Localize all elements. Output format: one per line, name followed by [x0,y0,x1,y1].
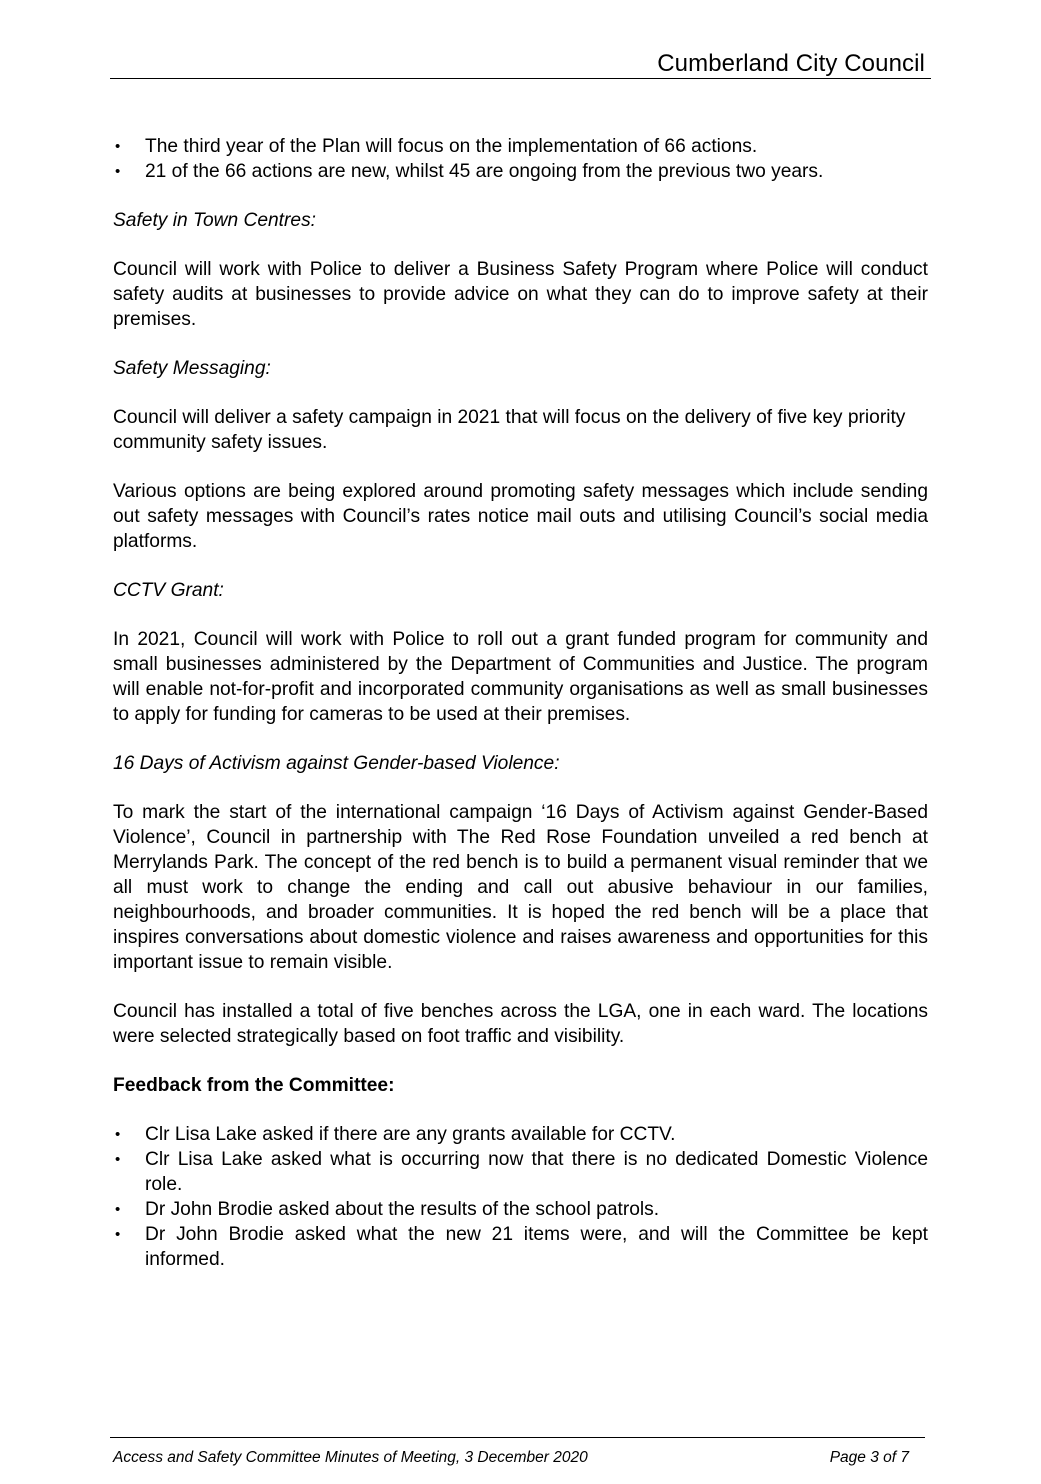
paragraph-town-centres: Council will work with Police to deliver a Business Safety Program where Police will conduct safety audits at businesses to provide advice on what they can do to improve safety at their premises. [113,259,928,330]
list-item: • Dr John Brodie asked what the new 21 items were, and will the Committee be kept informed. [115,1224,928,1270]
bullet-icon: • [115,1226,121,1243]
list-item: • Clr Lisa Lake asked if there are any grants available for CCTV. [115,1124,676,1145]
list-item: • Dr John Brodie asked about the results of the school patrols. [115,1199,660,1220]
paragraph-activism-1: To mark the start of the international campaign ‘16 Days of Activism against Gender-Based Violence’, Council in partnership with The Red Rose Foundation unveiled a red bench at Merrylands Park. The concept of the red bench is to build a permanent visual reminder that we all must work to change the ending and call out abusive behaviour in our families, neighbourhoods, and broader communities. It is hoped the red bench will be a place that inspires conversations about domestic violence and raises awareness and opportunities for this important issue to remain visible. [113,802,928,973]
section-heading-activism: 16 Days of Activism against Gender-based Violence: [113,753,560,774]
page-number: Page 3 of 7 [829,1449,909,1466]
header-divider [110,78,931,79]
list-item: • 21 of the 66 actions are new, whilst 45 are ongoing from the previous two years. [115,161,824,182]
page-body [113,134,928,1296]
bullet-icon: • [115,1151,121,1168]
feedback-bullet-list [113,1122,928,1272]
bullet-icon: • [115,163,121,180]
council-name: Cumberland City Council [657,50,925,77]
section-heading-cctv: CCTV Grant: [113,580,224,601]
bullet-icon: • [115,1126,121,1143]
footer-divider [110,1437,925,1438]
intro-bullet-list [113,134,928,184]
footer-meeting-info: Access and Safety Committee Minutes of Meeting, 3 December 2020 [113,1449,588,1466]
feedback-heading: Feedback from the Committee: [113,1075,395,1096]
section-heading-messaging: Safety Messaging: [113,358,271,379]
list-item: • Clr Lisa Lake asked what is occurring now that there is no dedicated Domestic Violence role. [115,1149,928,1195]
section-heading-town-centres: Safety in Town Centres: [113,210,316,231]
paragraph-cctv: In 2021, Council will work with Police to roll out a grant funded program for community and small businesses administered by the Department of Communities and Justice. The program will enable not-for-profit and incorporated community organisations as well as small businesses to apply for funding for cameras to be used at their premises. [113,629,928,725]
list-item: • The third year of the Plan will focus on the implementation of 66 actions. [115,136,758,157]
bullet-icon: • [115,1201,121,1218]
bullet-icon: • [115,138,121,155]
paragraph-messaging-1: Council will deliver a safety campaign in 2021 that will focus on the delivery of five key priority community safety issues. [113,407,906,453]
paragraph-messaging-2: Various options are being explored around promoting safety messages which include sending out safety messages with Council’s rates notice mail outs and utilising Council’s social media platforms. [113,481,928,552]
paragraph-activism-2: Council has installed a total of five benches across the LGA, one in each ward. The locations were selected strategically based on foot traffic and visibility. [113,1001,928,1047]
